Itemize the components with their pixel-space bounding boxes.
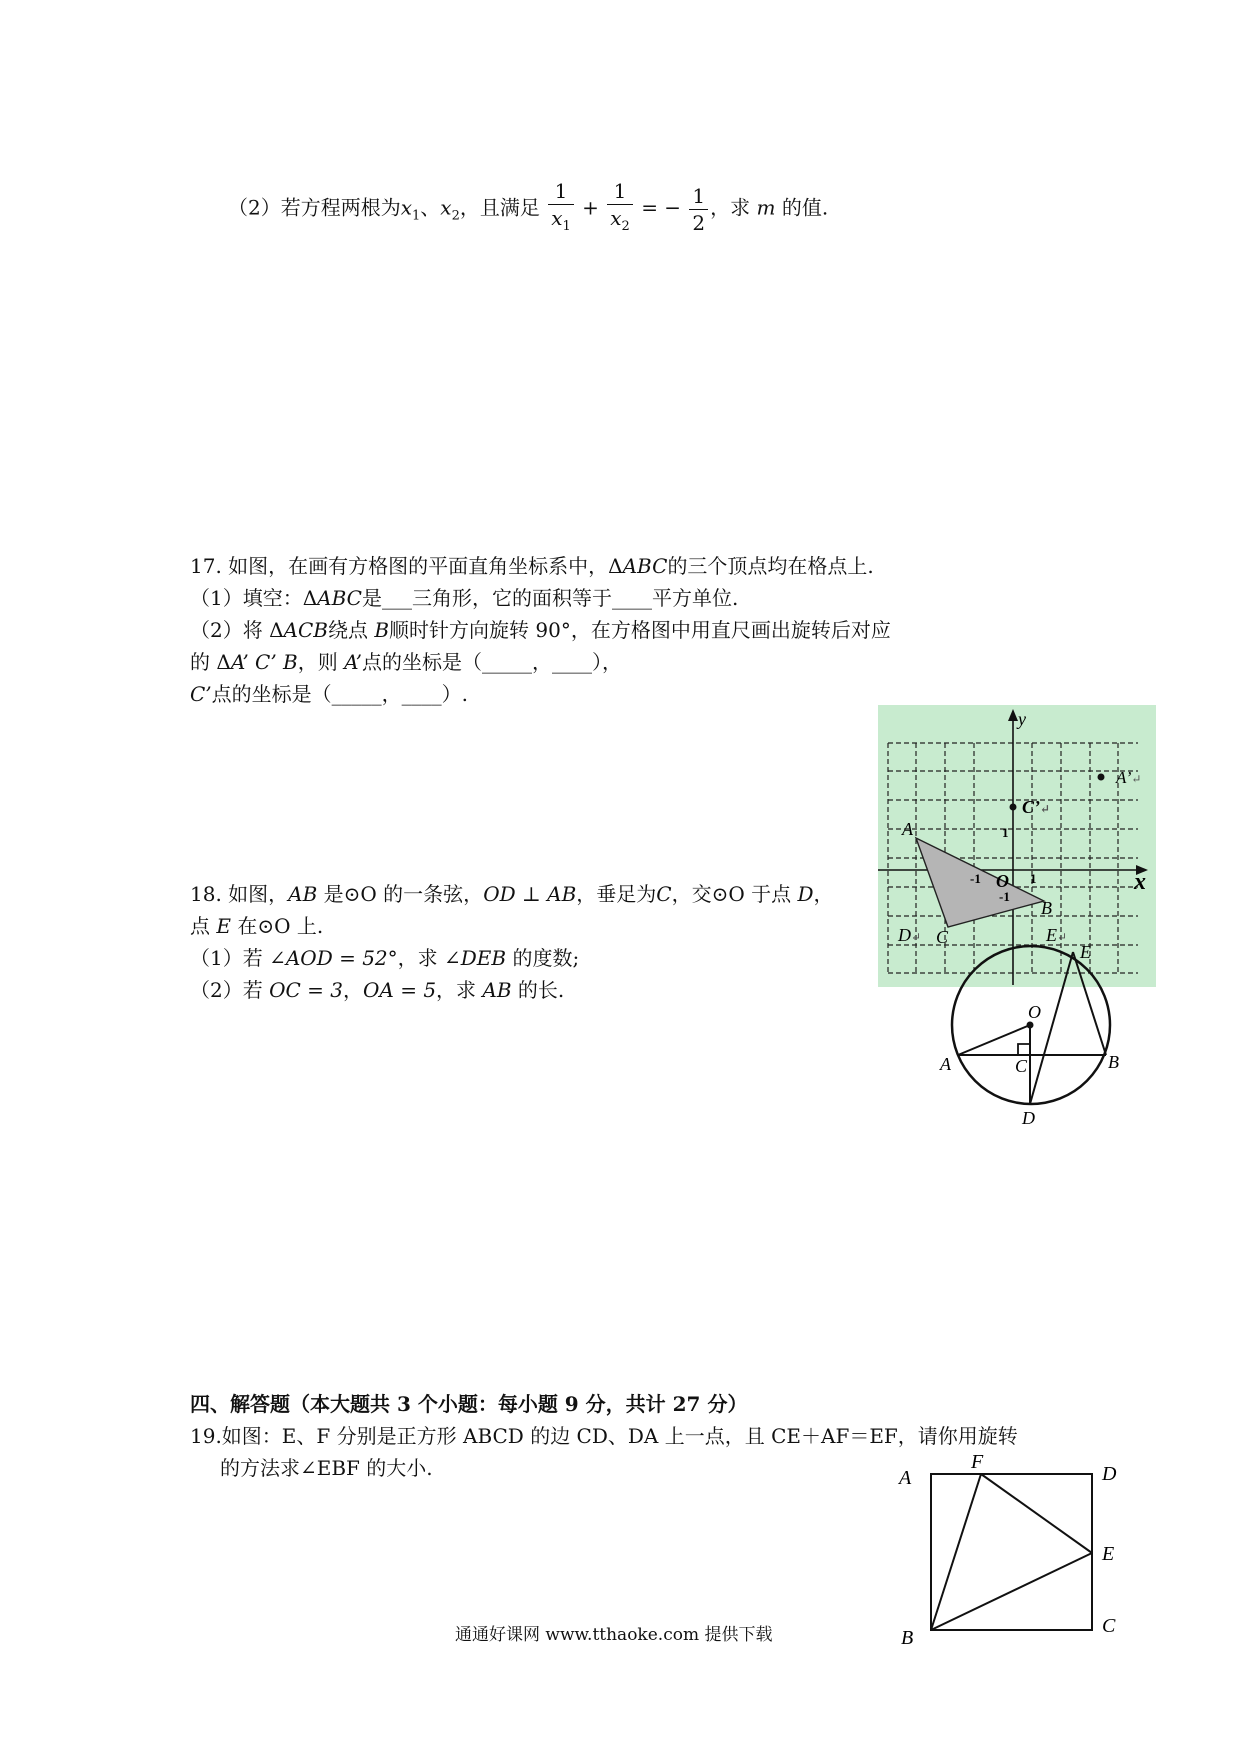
tick-1-y: 1: [1002, 825, 1009, 840]
tick-minus1-x: -1: [970, 871, 981, 886]
label-e: E: [1102, 1543, 1115, 1565]
q18-line3: （1）若 ∠AOD = 52°，求 ∠DEB 的度数;: [190, 946, 580, 970]
q18-line1: 18. 如图，AB 是⊙O 的一条弦，OD ⊥ AB，垂足为C，交⊙O 于点 D，: [190, 882, 834, 906]
fraction-1-over-x1: $\frac{1}{x_1}$: [548, 178, 574, 240]
label-c-prime: C’↵: [1022, 797, 1051, 817]
label-e: E: [1080, 942, 1091, 962]
label-c: C: [1015, 1056, 1028, 1076]
q17-line1: 17. 如图，在画有方格图的平面直角坐标系中，ΔABC的三个顶点均在格点上.: [190, 554, 874, 578]
label-b: B: [1041, 898, 1052, 918]
q16-part2: （2）若方程两根为$x_1$、$x_2$，且满足 $\frac{1}{x_1}$ + $\frac{1}{x_2}$ = − $\frac{1}{2}$ ，求 m 的值.: [228, 178, 828, 245]
footer-source: 通通好课网 www.tthaoke.com 提供下载: [455, 1625, 773, 1645]
q19-line1: 19.如图：E、F 分别是正方形 ABCD 的边 CD、DA 上一点，且 CE＋AF＝EF，请你用旋转: [190, 1424, 1018, 1448]
tick-minus1-y: -1: [999, 889, 1010, 904]
label-x: x: [1134, 869, 1146, 895]
label-c: C: [1102, 1615, 1116, 1637]
fraction-1-over-x2: $\frac{1}{x_2}$: [607, 178, 633, 240]
q17-line4: 的 ΔA’ C’ B，则 A’点的坐标是（_____，____），: [190, 650, 622, 674]
square-figure: [895, 1450, 1130, 1650]
q18-line2: 点 E 在⊙O 上.: [190, 914, 324, 938]
label-a-prime: A’↵: [1116, 768, 1142, 787]
label-b: B: [1108, 1052, 1119, 1072]
label-b: B: [901, 1627, 914, 1649]
circle-figure: [930, 940, 1130, 1140]
label-d: D↵: [898, 925, 922, 945]
point-a-prime: [1098, 774, 1105, 781]
tick-1-x: 1: [1030, 871, 1037, 886]
label-o: O: [1028, 1002, 1041, 1022]
point-c-prime: [1010, 804, 1017, 811]
q19-line2: 的方法求∠EBF 的大小.: [220, 1456, 433, 1480]
label-c: C: [936, 927, 949, 947]
label-a: A: [899, 1467, 912, 1489]
label-o: O: [996, 871, 1009, 891]
q17-line5: C’点的坐标是（_____，____）.: [190, 682, 469, 706]
q17-line2: （1）填空：ΔABC是___三角形，它的面积等于____平方单位.: [190, 586, 739, 610]
label-d: D: [1022, 1108, 1035, 1128]
segment-eb: [1073, 952, 1106, 1055]
section-4-heading: 四、解答题（本大题共 3 个小题：每小题 9 分，共计 27 分）: [190, 1392, 748, 1416]
right-angle-mark: [1018, 1044, 1030, 1055]
center-point-o: [1027, 1022, 1034, 1029]
q18-line4: （2）若 OC = 3，OA = 5，求 AB 的长.: [190, 978, 565, 1002]
label-f: F: [971, 1451, 984, 1473]
segment-oa: [958, 1025, 1030, 1055]
label-a: A: [902, 819, 913, 839]
segment-bf: [931, 1474, 981, 1630]
label-a: A: [940, 1054, 951, 1074]
segment-be: [931, 1553, 1092, 1630]
fraction-1-over-2: $\frac{1}{2}$: [689, 183, 708, 236]
segment-ed: [1030, 952, 1073, 1104]
label-e: E↵: [1046, 925, 1068, 945]
label-y: y: [1018, 709, 1026, 729]
q17-line3: （2）将 ΔACB绕点 B顺时针方向旋转 90°，在方格图中用直尺画出旋转后对应: [190, 618, 891, 642]
segment-fe: [981, 1474, 1092, 1553]
label-d: D: [1102, 1463, 1117, 1485]
